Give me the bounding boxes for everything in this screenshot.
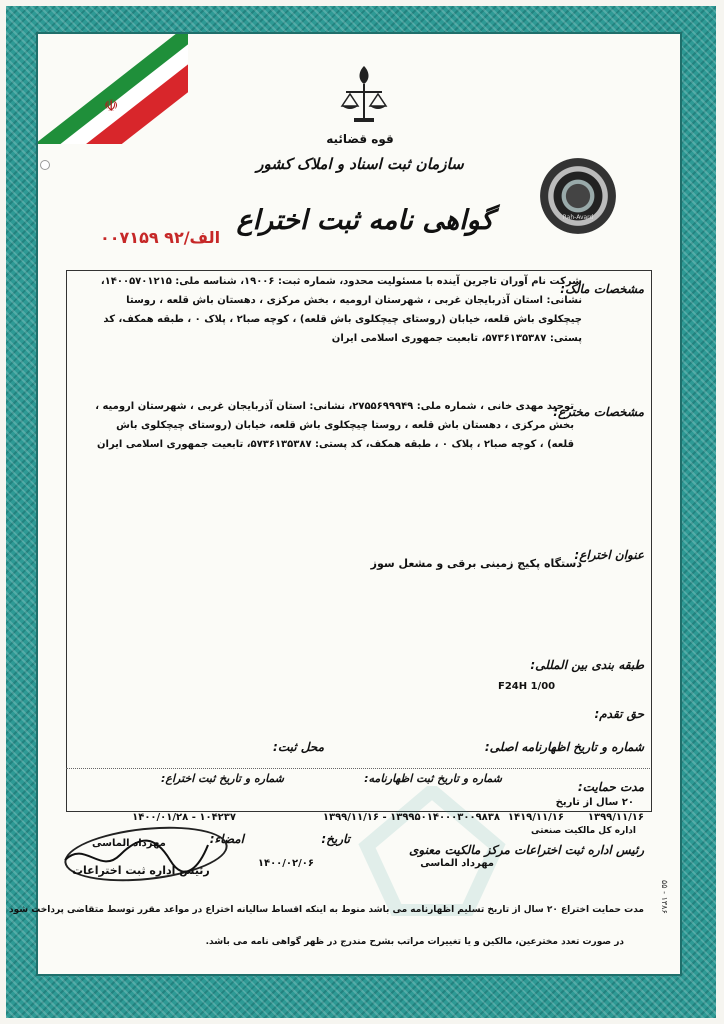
classification-label: طبقه بندی بین المللی: (530, 658, 644, 672)
registration-number-date: ۱۰۴۲۳۷ - ۱۴۰۰/۰۱/۲۸ (132, 812, 236, 823)
footer-note-protection: مدت حمایت اختراع ۲۰ سال از تاریخ تسلیم اظهارنامه می باشد منوط به اینکه اقساط سالیانه اختراع در مواعد مقرر توسط متقاضی پرداخت شود (8, 905, 644, 915)
signature-date: ۱۴۰۰/۰۲/۰۶ (257, 858, 314, 869)
protection-duration: ۲۰ سال از تاریخ (555, 797, 634, 808)
details-box (66, 270, 652, 812)
hologram-text: Rah-Avard (562, 214, 594, 221)
flag-emblem-icon: ☫ (104, 96, 119, 115)
punch-hole (40, 160, 50, 170)
registration-number-label: شماره و تاریخ ثبت اختراع: (161, 772, 284, 785)
judiciary-name: قوه قضائیه (326, 132, 394, 146)
application-number-date: ۱۳۹۹۵۰۱۴۰۰۰۳۰۰۹۸۳۸ - ۱۳۹۹/۱۱/۱۶ (322, 812, 500, 823)
iran-flag-ribbon (38, 34, 188, 144)
signatory-title: رئیس اداره ثبت اختراعات مرکز مالکیت معنوی (409, 843, 644, 857)
certificate-title: گواهی نامه ثبت اختراع (236, 205, 494, 236)
classification-value: F24H 1/00 (498, 681, 556, 692)
side-form-code: ۵۵ - ۱۳۸۶ (660, 880, 669, 914)
hologram-seal-icon (540, 158, 616, 234)
footer-note-multiple-inventors: در صورت تعدد مخترعین، مالکین و یا تغییرات مراتب بشرح مندرج در ظهر گواهی نامه می باشد. (205, 937, 624, 947)
owner-label: مشخصات مالک: (560, 282, 644, 296)
inventor-label: مشخصات مخترع: (553, 405, 644, 419)
inventor-text: توحید مهدی خانی ، شماره ملی: ۲۷۵۵۶۹۹۹۴۹، نشانی: استان آذربایجان غربی ، شهرستان ارومیه ، بخش مرکزی ، دهستان باش قلعه ، روستا چیچکلوی باش قلعه، خیابان (روستای چیچکلوی باش قلعه) ، کوچه صبا۲ ، پلاک ۰ ، طبقه همکف، کد پستی: ۵۷۳۶۱۳۵۳۸۷، تابعیت جمهوری اسلامی ایران (95, 401, 574, 450)
protection-to-date: ۱۴۱۹/۱۱/۱۶ (507, 812, 564, 823)
justice-scales-icon (340, 62, 388, 132)
original-application-label: شماره و تاریخ اظهارنامه اصلی: (484, 740, 644, 754)
priority-label: حق تقدم: (594, 707, 644, 721)
serial-number: الف/۹۲ ۰۰۷۱۵۹ (100, 228, 221, 247)
owner-text: شرکت نام آوران تاجرین آینده با مسئولیت محدود، شماره ثبت: ۱۹۰۰۶، شناسه ملی: ۱۴۰۰۵۷۰۱۲۱۵، نشانی: استان آذربایجان غربی ، شهرستان ارومیه ، بخش مرکزی ، دهستان باش قلعه ، روستا چیچکلوی باش قلعه، خیابان (روستای چیچکلوی باش قلعه) ، کوچه صبا۲ ، پلاک ۰ ، طبقه همکف، کد پستی: ۵۷۳۶۱۳۵۳۸۷، تابعیت جمهوری اسلامی ایران (100, 276, 582, 344)
signature-label: امضاء: (209, 832, 244, 846)
stamp-title: رئیس اداره ثبت اختراعات (72, 864, 210, 877)
handwritten-signature (60, 830, 210, 880)
protection-label: مدت حمایت: (577, 780, 644, 794)
office-note: اداره کل مالکیت صنعتی (531, 826, 636, 836)
signatory-name: مهرداد الماسی (420, 858, 494, 869)
protection-from-date: ۱۳۹۹/۱۱/۱۶ (587, 812, 644, 823)
stamp-name: مهرداد الماسی (92, 838, 166, 849)
registration-place-label: محل ثبت: (273, 740, 324, 754)
separator-line (66, 768, 650, 769)
application-number-label: شماره و تاریخ ثبت اظهارنامه: (364, 772, 502, 785)
organization-name: سازمان ثبت اسناد و املاک کشور (256, 155, 464, 173)
invention-title: دستگاه پکیج زمینی برقی و مشعل سوز (370, 557, 582, 570)
invention-title-label: عنوان اختراع: (574, 548, 644, 562)
date-label: تاریخ: (321, 832, 350, 846)
